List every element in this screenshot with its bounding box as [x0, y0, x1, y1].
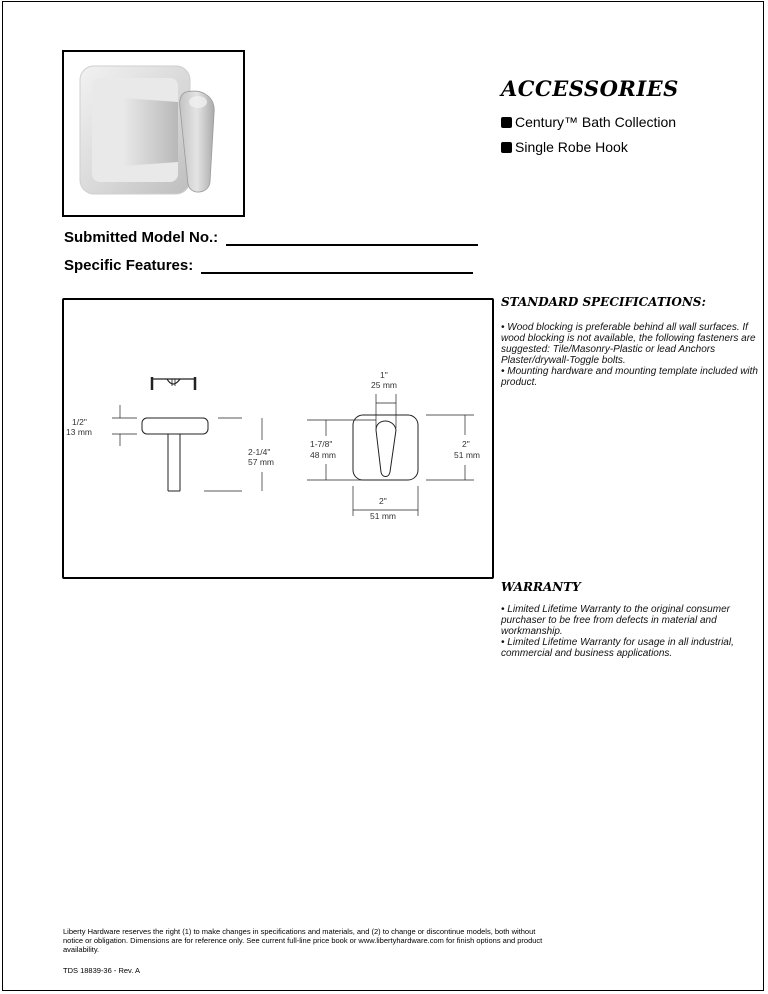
specific-features-line[interactable] [201, 256, 473, 274]
side-view [112, 405, 262, 491]
dim-1-7-8-inch: 1-7/8" [310, 439, 333, 449]
footer-disclaimer: Liberty Hardware reserves the right (1) to make changes in specifications and materials, and (2) to change or discontinue models, both without notice or obligation. Dimensions are for reference only. See current full-line price book or www.libertyhardware.com for finish options and product availability. [63, 927, 543, 954]
specs-list [501, 322, 763, 388]
robe-hook-image [64, 52, 243, 215]
product-name: Single Robe Hook [515, 139, 628, 155]
dim-51mm-right: 51 mm [454, 450, 480, 460]
dim-2-inch-bottom: 2" [379, 496, 387, 506]
specs-heading: STANDARD SPECIFICATIONS: [501, 295, 706, 309]
document-id: TDS 18839-36 - Rev. A [63, 966, 140, 975]
square-bullet-icon [501, 117, 512, 128]
product-photo [62, 50, 245, 217]
specific-features-label: Specific Features: [64, 257, 194, 274]
warranty-item: • Limited Lifetime Warranty for usage in all industrial, commercial and business applications. [501, 637, 734, 659]
warranty-heading: WARRANTY [501, 580, 581, 594]
top-view [152, 377, 195, 390]
dim-1-inch: 1" [380, 370, 388, 380]
dim-2-quarter-inch: 2-1/4" [248, 447, 271, 457]
dim-13mm: 13 mm [66, 427, 92, 437]
dim-57mm: 57 mm [248, 457, 274, 467]
dimension-drawing [64, 300, 492, 577]
technical-drawing [62, 298, 494, 579]
specific-features-field [64, 256, 473, 274]
dim-2-inch-right: 2" [462, 439, 470, 449]
spec-item: • Wood blocking is preferable behind all wall surfaces. If wood blocking is not available, the following fasteners are suggested: Tile/Masonry-Plastic or lead Anchors Plaster/drywall-Toggle bolts. [501, 322, 756, 366]
dim-51mm-bottom: 51 mm [370, 511, 396, 521]
collection-line [501, 114, 676, 130]
page-title: ACCESSORIES [501, 76, 679, 101]
product-line [501, 139, 628, 155]
square-bullet-icon [501, 142, 512, 153]
submitted-model-field [64, 228, 478, 246]
submitted-model-line[interactable] [226, 228, 478, 246]
dim-25mm: 25 mm [371, 380, 397, 390]
collection-name: Century™ Bath Collection [515, 114, 677, 130]
dim-48mm: 48 mm [310, 450, 336, 460]
spec-item: • Mounting hardware and mounting template included with product. [501, 366, 758, 388]
submitted-model-label: Submitted Model No.: [64, 229, 219, 246]
warranty-list [501, 604, 763, 659]
dim-half-inch: 1/2" [72, 417, 87, 427]
warranty-item: • Limited Lifetime Warranty to the original consumer purchaser to be free from defects in material and workmanship. [501, 604, 730, 637]
